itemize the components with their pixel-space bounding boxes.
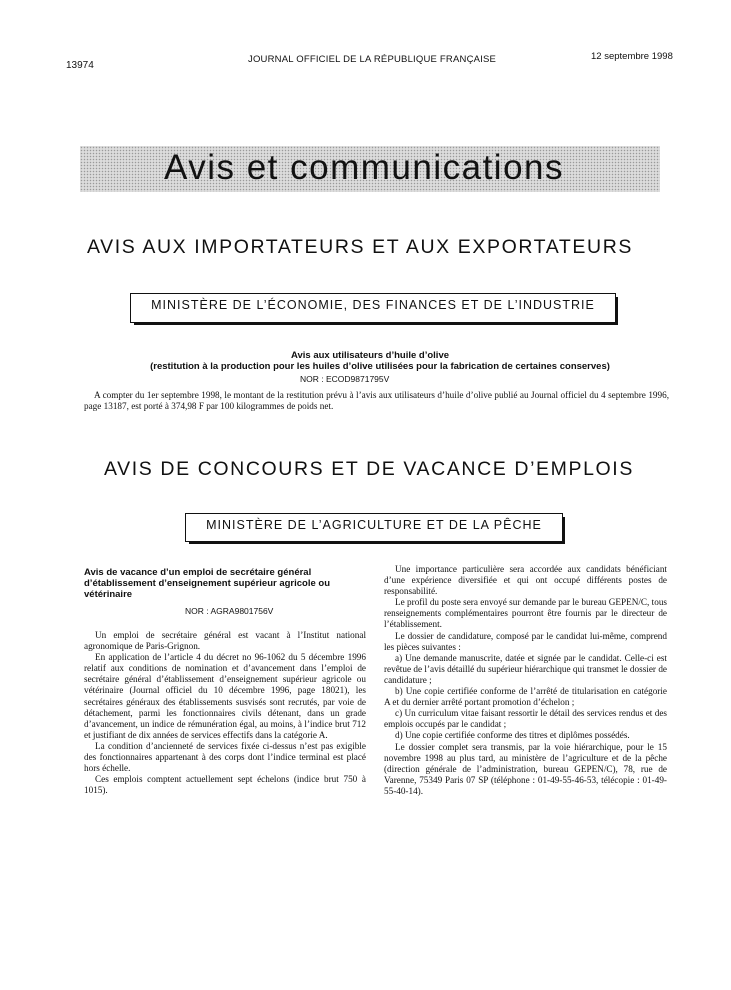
notice-subtitle-olive-oil: (restitution à la production pour les huiles d’olive utilisées pour la fabrication de certaines conserves): [150, 361, 610, 372]
paragraph: La condition d’ancienneté de services fixée ci-dessus n’est pas exigible des fonctionnaires appartenant à des corps dont l’indice terminal est placé hors échelle.: [84, 740, 366, 774]
paragraph: En application de l’article 4 du décret no 96-1062 du 5 décembre 1996 relatif aux conditions de nomination et d’avancement dans l’emploi de secrétaire général d’établissement d’enseignement supérieur agricole ou vétérinaire (Journal officiel du 10 décembre 1996, page 18021), les secrétaires généraux des établissements susvisés sont recrutés, par voie de détachement, parmi les fonctionnaires civils détenant, dans un grade d’avancement, un indice de rémunération égal, au moins, à l’indice brut 712 et justifiant de dix années de services effectifs dans la catégorie A.: [84, 652, 366, 740]
list-item: d) Une copie certifiée conforme des titres et diplômes possédés.: [395, 730, 630, 741]
paragraph: Le dossier de candidature, composé par le candidat lui-même, comprend les pièces suivantes :: [384, 630, 667, 652]
journal-name: JOURNAL OFFICIEL DE LA RÉPUBLIQUE FRANÇAISE: [248, 54, 497, 65]
list-item: b) Une copie certifiée conforme de l’arrêté de titularisation en catégorie A et du dernier arrêté portant promotion d’échelon ;: [384, 686, 667, 708]
paragraph: Le dossier complet sera transmis, par la voie hiérarchique, pour le 15 novembre 1998 au plus tard, au ministère de l’agriculture et de la pêche (direction générale de l’administration, bureau GEPEN/C), 78, rue de Varenne, 75349 Paris 07 SP (téléphone : 01-49-55-46-53, télécopie : 01-49-55-40-14).: [384, 741, 667, 796]
section-title-vacancies: AVIS DE CONCOURS ET DE VACANCE D’EMPLOIS: [104, 458, 634, 480]
column-left: [84, 630, 366, 796]
paragraph: Ces emplois comptent actuellement sept échelons (indice brut 750 à 1015).: [84, 774, 366, 796]
section-title-import-export: AVIS AUX IMPORTATEURS ET AUX EXPORTATEURS: [87, 236, 633, 258]
paragraph: Le profil du poste sera envoyé sur demande par le bureau GEPEN/C, tous renseignements complémentaires pourront être fournis par le directeur de l’établissement.: [384, 597, 667, 630]
ministry-box-agriculture: MINISTÈRE DE L’AGRICULTURE ET DE LA PÊCHE: [185, 513, 563, 542]
ministry-box-economy: MINISTÈRE DE L’ÉCONOMIE, DES FINANCES ET DE L’INDUSTRIE: [130, 293, 616, 323]
paragraph: Un emploi de secrétaire général est vacant à l’Institut national agronomique de Paris-Grignon.: [84, 630, 366, 652]
notice-nor-vacancy: NOR : AGRA9801756V: [185, 606, 274, 616]
banner-title: Avis et communications: [164, 148, 565, 187]
notice-body-olive-oil: A compter du 1er septembre 1998, le montant de la restitution prévu à l’avis aux utilisateurs d’huile d’olive publié au Journal officiel du 4 septembre 1996, page 13187, est porté à 374,98 F par 100 kilogrammes de poids net.: [84, 390, 669, 411]
list-item: c) Un curriculum vitae faisant ressortir le détail des services rendus et des emplois occupés par le candidat ;: [384, 708, 667, 730]
section-banner: [80, 146, 660, 192]
notice-title-vacancy: Avis de vacance d’un emploi de secrétaire général d’établissement d’enseignement supérieur agricole ou vétérinaire: [84, 567, 331, 600]
page-number: 13974: [66, 60, 94, 71]
column-right: [384, 564, 667, 797]
notice-nor-olive-oil: NOR : ECOD9871795V: [300, 374, 390, 384]
notice-title-olive-oil: Avis aux utilisateurs d’huile d’olive: [290, 350, 450, 361]
paragraph: Une importance particulière sera accordée aux candidats bénéficiant d’une expérience diversifiée et qui ont occupé différents postes de responsabilité.: [384, 564, 667, 597]
publication-date: 12 septembre 1998: [591, 51, 673, 62]
list-item: a) Une demande manuscrite, datée et signée par le candidat. Celle-ci est revêtue de l’avis détaillé du supérieur hiérarchique qui transmet le dossier de candidature ;: [384, 652, 667, 685]
